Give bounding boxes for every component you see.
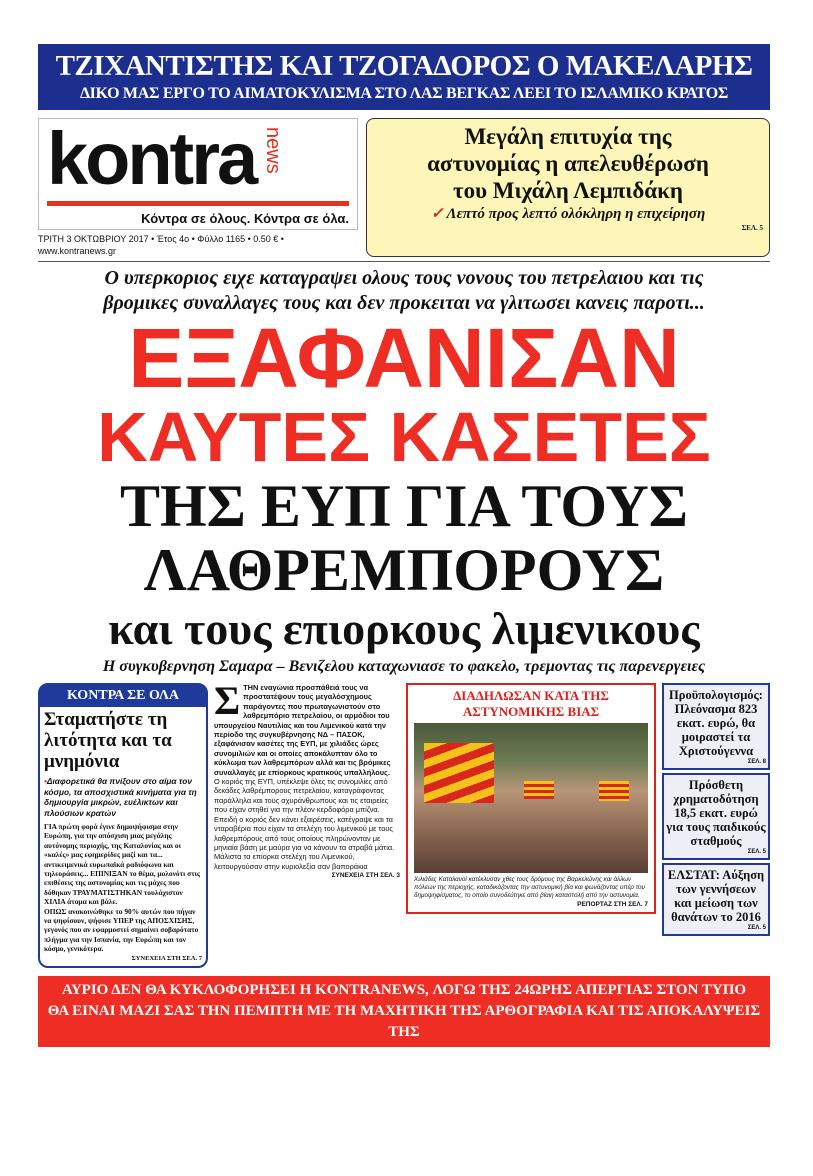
kicker-line: βρομικες συναλλαγες τους και δεν προκειται να γλιτωσει κανεις παροτι... bbox=[103, 292, 705, 314]
paragraph: Επειδή ο κοριός δεν κάνει εξαιρέσεις, κατέγραψε και τα νταραβέρια που είχαν τα στελέχη του λιμενικού με τους λαθρεμπόρους από τους οποίους πληρώνονταν με μηνιαία βάση με μαύρα για να κάνουν τα στραβά μάτια. bbox=[214, 814, 395, 852]
side-teasers bbox=[662, 683, 770, 939]
masthead-left bbox=[38, 118, 358, 257]
headline-black-3: και τους επιορκους λιμενικους bbox=[108, 603, 700, 654]
teaser-title: ΕΛΣΤΑΤ: Αύξηση των γεννήσεων και μείωση των θανάτων το 2016 bbox=[667, 868, 765, 924]
paragraph: ΓΙΑ πρώτη φορά έγινε δημοψήφισμα στην Ευρώπη, για την απόσχιση μιας μεγάλης αυτόνομης περιοχής, της Καταλονίας και οι «καλές» μας εφημερίδες μαζί και τα... αντικειμενικά ευρωπαϊκά ραδιόφωνα και τηλεοράσεις... ΕΠΙΝΙΞΑΝ το θέμα, μολονότι στις επιθέσεις της αστυνομίας και τις μάχες που δόθηκαν ΤΡΑΥΜΑΤΙΣΤΗΚΑΝ τουλάχιστον ΧΙΛΙΑ άτομα και βάλε. bbox=[44, 822, 201, 907]
dateline: ΤΡΙΤΗ 3 ΟΚΤΩΒΡΙΟΥ 2017 • Έτος 4ο • Φύλλο 1165 • 0.50 € • www.kontranews.gr bbox=[38, 234, 284, 256]
top-banner-headline: ΤΖΙΧΑΝΤΙΣΤΗΣ ΚΑΙ ΤΖΟΓΑΔΟΡΟΣ Ο ΜΑΚΕΛΑΡΗΣ bbox=[55, 50, 753, 82]
continue-link[interactable]: ΣΥΝΕΧΕΙΑ ΣΤΗ ΣΕΛ. 3 bbox=[331, 872, 400, 880]
logo-sub: news bbox=[262, 127, 285, 174]
continue-link[interactable]: ΡΕΠΟΡΤΑΖ ΣΤΗ ΣΕΛ. 7 bbox=[577, 901, 648, 908]
box-header: ΚΟΝΤΡΑ ΣΕ ΟΛΑ bbox=[40, 685, 206, 707]
bottom-banner-line: ΑΥΡΙΟ ΔΕΝ ΘΑ ΚΥΚΛΟΦΟΡΗΣΕΙ Η KONTRANEWS, ΛΟΓΩ ΤΗΣ 24ΩΡΗΣ ΑΠΕΡΓΙΑΣ ΣΤΟΝ ΤΥΠΟ bbox=[61, 981, 747, 998]
paragraph: Ο κοριός της ΕΥΠ, υπέκλεψε όλες τις συνομιλίες από δεκάδες λαθρέμπορους πετρελαίου, καταγράφοντας παράλληλα και τους αχυράνθρωπους και τις εταιρείες που είχαν στηθεί για την πλέον κερδοφόρα μπίζνα. bbox=[214, 777, 389, 815]
bottom-banner bbox=[38, 976, 770, 1047]
estelada-flag bbox=[599, 781, 629, 801]
page-ref: ΣΕΛ. 5 bbox=[741, 224, 763, 232]
headline-red-1: ΕΞΑΦΑΝΙΣΑΝ bbox=[128, 311, 680, 405]
story-columns bbox=[38, 678, 770, 968]
side-teaser[interactable] bbox=[662, 863, 770, 936]
paragraph: Μάλιστα τα επίορκα στελέχη του Λιμενικού, λειτουργούσαν στην κυριολεξία σαν βαποράκια bbox=[214, 852, 368, 871]
main-article bbox=[214, 678, 400, 880]
lead-text: Διαφορετικά θα πνίξουν στο αίμα τον κόσμο, τα αποσχιστικά κινήματα για τη δημιουργία μικρών, ευέλικτων και πλούσιων κρατών bbox=[44, 776, 197, 818]
masthead-logo bbox=[38, 118, 358, 230]
teaser-subtitle: Λεπτό προς λεπτό ολόκληρη η επιχείρηση bbox=[446, 206, 706, 222]
teaser-title: Πρόσθετη χρηματοδότηση 18,5 εκατ. ευρώ για τους παιδικούς σταθμούς bbox=[666, 778, 766, 848]
checkmark-icon: ✓ bbox=[430, 206, 444, 222]
headline-red-2: ΚΑΥΤΕΣ ΚΑΣΕΤΕΣ bbox=[97, 398, 711, 476]
page-ref: ΣΕΛ. 5 bbox=[747, 849, 766, 855]
teaser-title-line: Μεγάλη επιτυχία της bbox=[464, 124, 672, 149]
logo-text: kontra bbox=[47, 117, 256, 200]
top-banner bbox=[38, 44, 770, 110]
caption-text: Χιλιάδες Καταλανοί κατέκλυσαν χθες τους δρόμους της Βαρκελώνης και άλλων πόλεων της περιοχής, καταδικάζοντας την αστυνομική βία και φωνάζοντας υπέρ του δημοψηφίσματος, το οποίο συνοδεύτηκε από βίαιη καταστολή από την αστυνομία. bbox=[414, 876, 646, 899]
headline-black-1: ΤΗΣ ΕΥΠ ΓΙΑ ΤΟΥΣ bbox=[119, 473, 688, 539]
catalan-flag bbox=[424, 743, 494, 803]
masthead bbox=[38, 118, 770, 257]
yellow-teaser-box bbox=[366, 118, 770, 257]
headline-subtitle: Η συγκυβερνηση Σαμαρα – Βενιζελου καταχωνιασε το φακελο, τρεμοντας τις παρενεργειες bbox=[102, 658, 706, 675]
side-teaser[interactable] bbox=[662, 773, 770, 860]
page-ref: ΣΕΛ. 8 bbox=[747, 759, 766, 765]
drop-cap: Σ bbox=[214, 678, 241, 723]
photo-caption bbox=[408, 873, 654, 912]
kontra-column-box bbox=[38, 683, 208, 968]
photo-header-text: ΔΙΑΔΗΛΩΣΑΝ ΚΑΤΑ ΤΗΣ ΑΣΤΥΝΟΜΙΚΗΣ ΒΙΑΣ bbox=[453, 688, 609, 719]
article-lead: ΤΗΝ εναγώνια προσπάθειά τους να προστατέψουν τους μεγαλόσχημους παράγοντες που πρωταγωνιστούν στο λαθρεμπόριο πετρελαίου, οι αρμόδιοι του υπουργείου Ναυτιλίας και του Λιμενικού κατά την περίοδο της συγκυβέρνησης ΝΔ – ΠΑΣΟΚ, εξαφάνισαν κασέτες της ΕΥΠ, με χιλιάδες ώρες συνομιλιών και οι οποίες αποκάλυπταν όλο το κύκλωμα των λαθρεμπόρων αλλά και τις βρόμικες συναλλαγές με επίορκους κρατικούς υπαλλήλους. bbox=[214, 683, 391, 777]
photo-story bbox=[406, 683, 656, 914]
paragraph: ΟΠΩΣ ανακοινώθηκε το 90% αυτών που πήγαν να ψηφίσουν, ψήφισε ΥΠΕΡ της ΑΠΟΣΧΙΣΗΣ, γεγονός που αν εφαρμοστεί σημαίνει σοβαρότατο πλήγμα για την Ισπανία, την Ευρώπη και τον κόσμο, γενικότερα. bbox=[44, 906, 199, 954]
front-page bbox=[38, 0, 770, 1047]
continue-link[interactable]: ΣΥΝΕΧΕΙΑ ΣΤΗ ΣΕΛ. 7 bbox=[131, 954, 202, 962]
top-banner-subhead: ΔΙΚΟ ΜΑΣ ΕΡΓΟ ΤΟ ΑΙΜΑΤΟΚΥΛΙΣΜΑ ΣΤΟ ΛΑΣ ΒΕΓΚΑΣ ΛΕΕΙ ΤΟ ΙΣΛΑΜΙΚΟ ΚΡΑΤΟΣ bbox=[79, 85, 729, 102]
page-ref: ΣΕΛ. 5 bbox=[747, 925, 766, 931]
teaser-title: Προϋπολογισμός: Πλεόνασμα 823 εκατ. ευρώ, θα μοιραστεί τα Χριστούγεννα bbox=[669, 688, 763, 758]
box-body bbox=[40, 820, 206, 966]
box-title: Σταματήστε τη λιτότητα και τα μνημόνια bbox=[44, 709, 172, 772]
headline-black-2: ΛΑΘΡΕΜΠΟΡΟΥΣ bbox=[143, 537, 665, 603]
protest-photo bbox=[414, 723, 648, 873]
logo-underline bbox=[47, 201, 349, 206]
divider bbox=[38, 261, 770, 262]
side-teaser[interactable] bbox=[662, 683, 770, 770]
slogan: Κόντρα σε όλους. Κόντρα σε όλα. bbox=[141, 211, 349, 226]
teaser-title-line: του Μιχάλη Λεμπιδάκη bbox=[453, 178, 683, 203]
teaser-title-line: αστυνομίας η απελευθέρωση bbox=[427, 151, 709, 176]
kicker bbox=[38, 266, 770, 316]
bottom-banner-line: ΘΑ ΕΙΝΑΙ ΜΑΖΙ ΣΑΣ ΤΗΝ ΠΕΜΠΤΗ ΜΕ ΤΗ ΜΑΧΗΤΙΚΗ ΤΗΣ ΑΡΘΟΓΡΑΦΙΑ ΚΑΙ ΤΙΣ ΑΠΟΚΑΛΥΨΕΙΣ ΤΗΣ bbox=[47, 1002, 761, 1040]
kicker-line: Ο υπερκοριος ειχε καταγραψει ολους τους νονους του πετρελαιου και τις bbox=[104, 267, 704, 289]
box-lead: •Διαφορετικά θα πνίξουν στο αίμα τον κόσμο, τα αποσχιστικά κινήματα για τη δημιουργία μικρών, ευέλικτων και πλούσιων κρατών bbox=[44, 776, 197, 818]
estelada-flag bbox=[524, 781, 554, 799]
